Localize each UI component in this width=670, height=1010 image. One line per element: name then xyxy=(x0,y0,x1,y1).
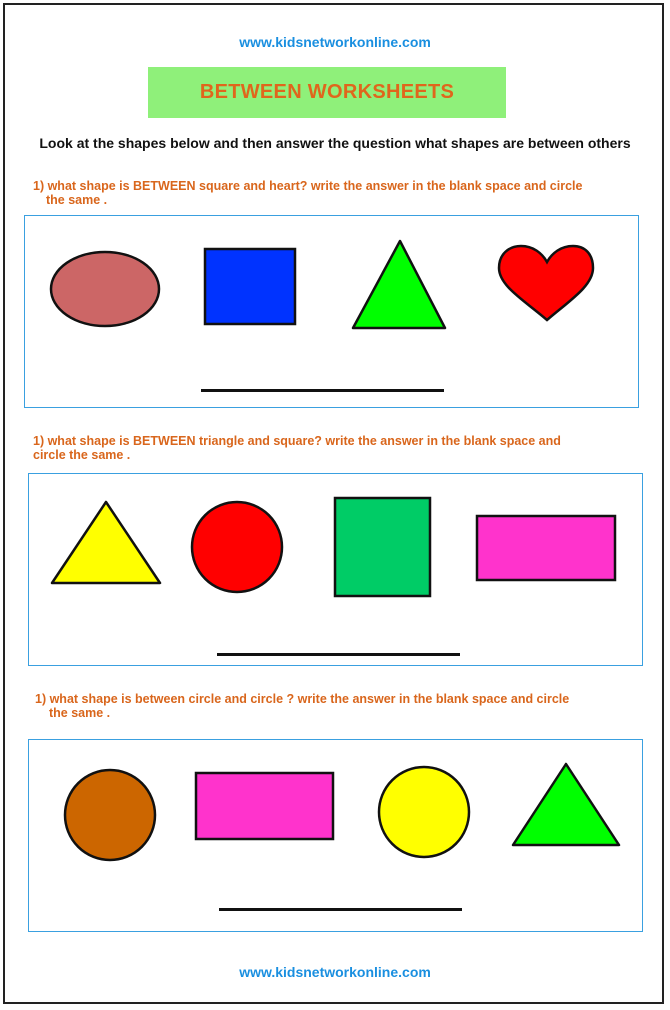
q2-rectangle-shape xyxy=(477,516,615,580)
question-3-panel xyxy=(28,739,643,932)
question-1-line1: 1) what shape is BETWEEN square and heart? write the answer in the blank space and circle xyxy=(33,179,583,193)
q1-oval-shape xyxy=(51,252,159,326)
q1-heart-shape xyxy=(499,246,593,320)
q2-circle-shape xyxy=(192,502,282,592)
question-1 xyxy=(33,179,582,207)
question-3-line1: 1) what shape is between circle and circle ? write the answer in the blank space and circle xyxy=(35,692,570,706)
header-site-url[interactable]: www.kidsnetworkonline.com xyxy=(239,34,431,50)
q3-rectangle-shape xyxy=(196,773,333,839)
q2-triangle-shape xyxy=(52,502,160,583)
q1-answer-blank[interactable] xyxy=(201,389,444,392)
instructions: Look at the shapes below and then answer the question what shapes are between others xyxy=(39,135,631,151)
question-2-panel xyxy=(28,473,643,666)
q2-answer-blank[interactable] xyxy=(217,653,460,656)
q2-square-shape xyxy=(335,498,430,596)
footer-site-url[interactable]: www.kidsnetworkonline.com xyxy=(239,964,431,980)
worksheet-title: BETWEEN WORKSHEETS xyxy=(148,67,506,118)
q1-triangle-shape xyxy=(353,241,445,328)
question-3 xyxy=(35,692,569,720)
question-1-panel xyxy=(24,215,639,408)
q1-square-shape xyxy=(205,249,295,324)
question-2-line2: circle the same . xyxy=(33,448,131,462)
question-2 xyxy=(33,434,561,462)
q3-triangle-shape xyxy=(513,764,619,845)
question-1-line2: the same . xyxy=(46,193,108,207)
q3-circle-shape-2 xyxy=(379,767,469,857)
q3-circle-shape xyxy=(65,770,155,860)
question-3-line2: the same . xyxy=(49,706,111,720)
q3-answer-blank[interactable] xyxy=(219,908,462,911)
question-2-line1: 1) what shape is BETWEEN triangle and square? write the answer in the blank space and xyxy=(33,434,561,448)
